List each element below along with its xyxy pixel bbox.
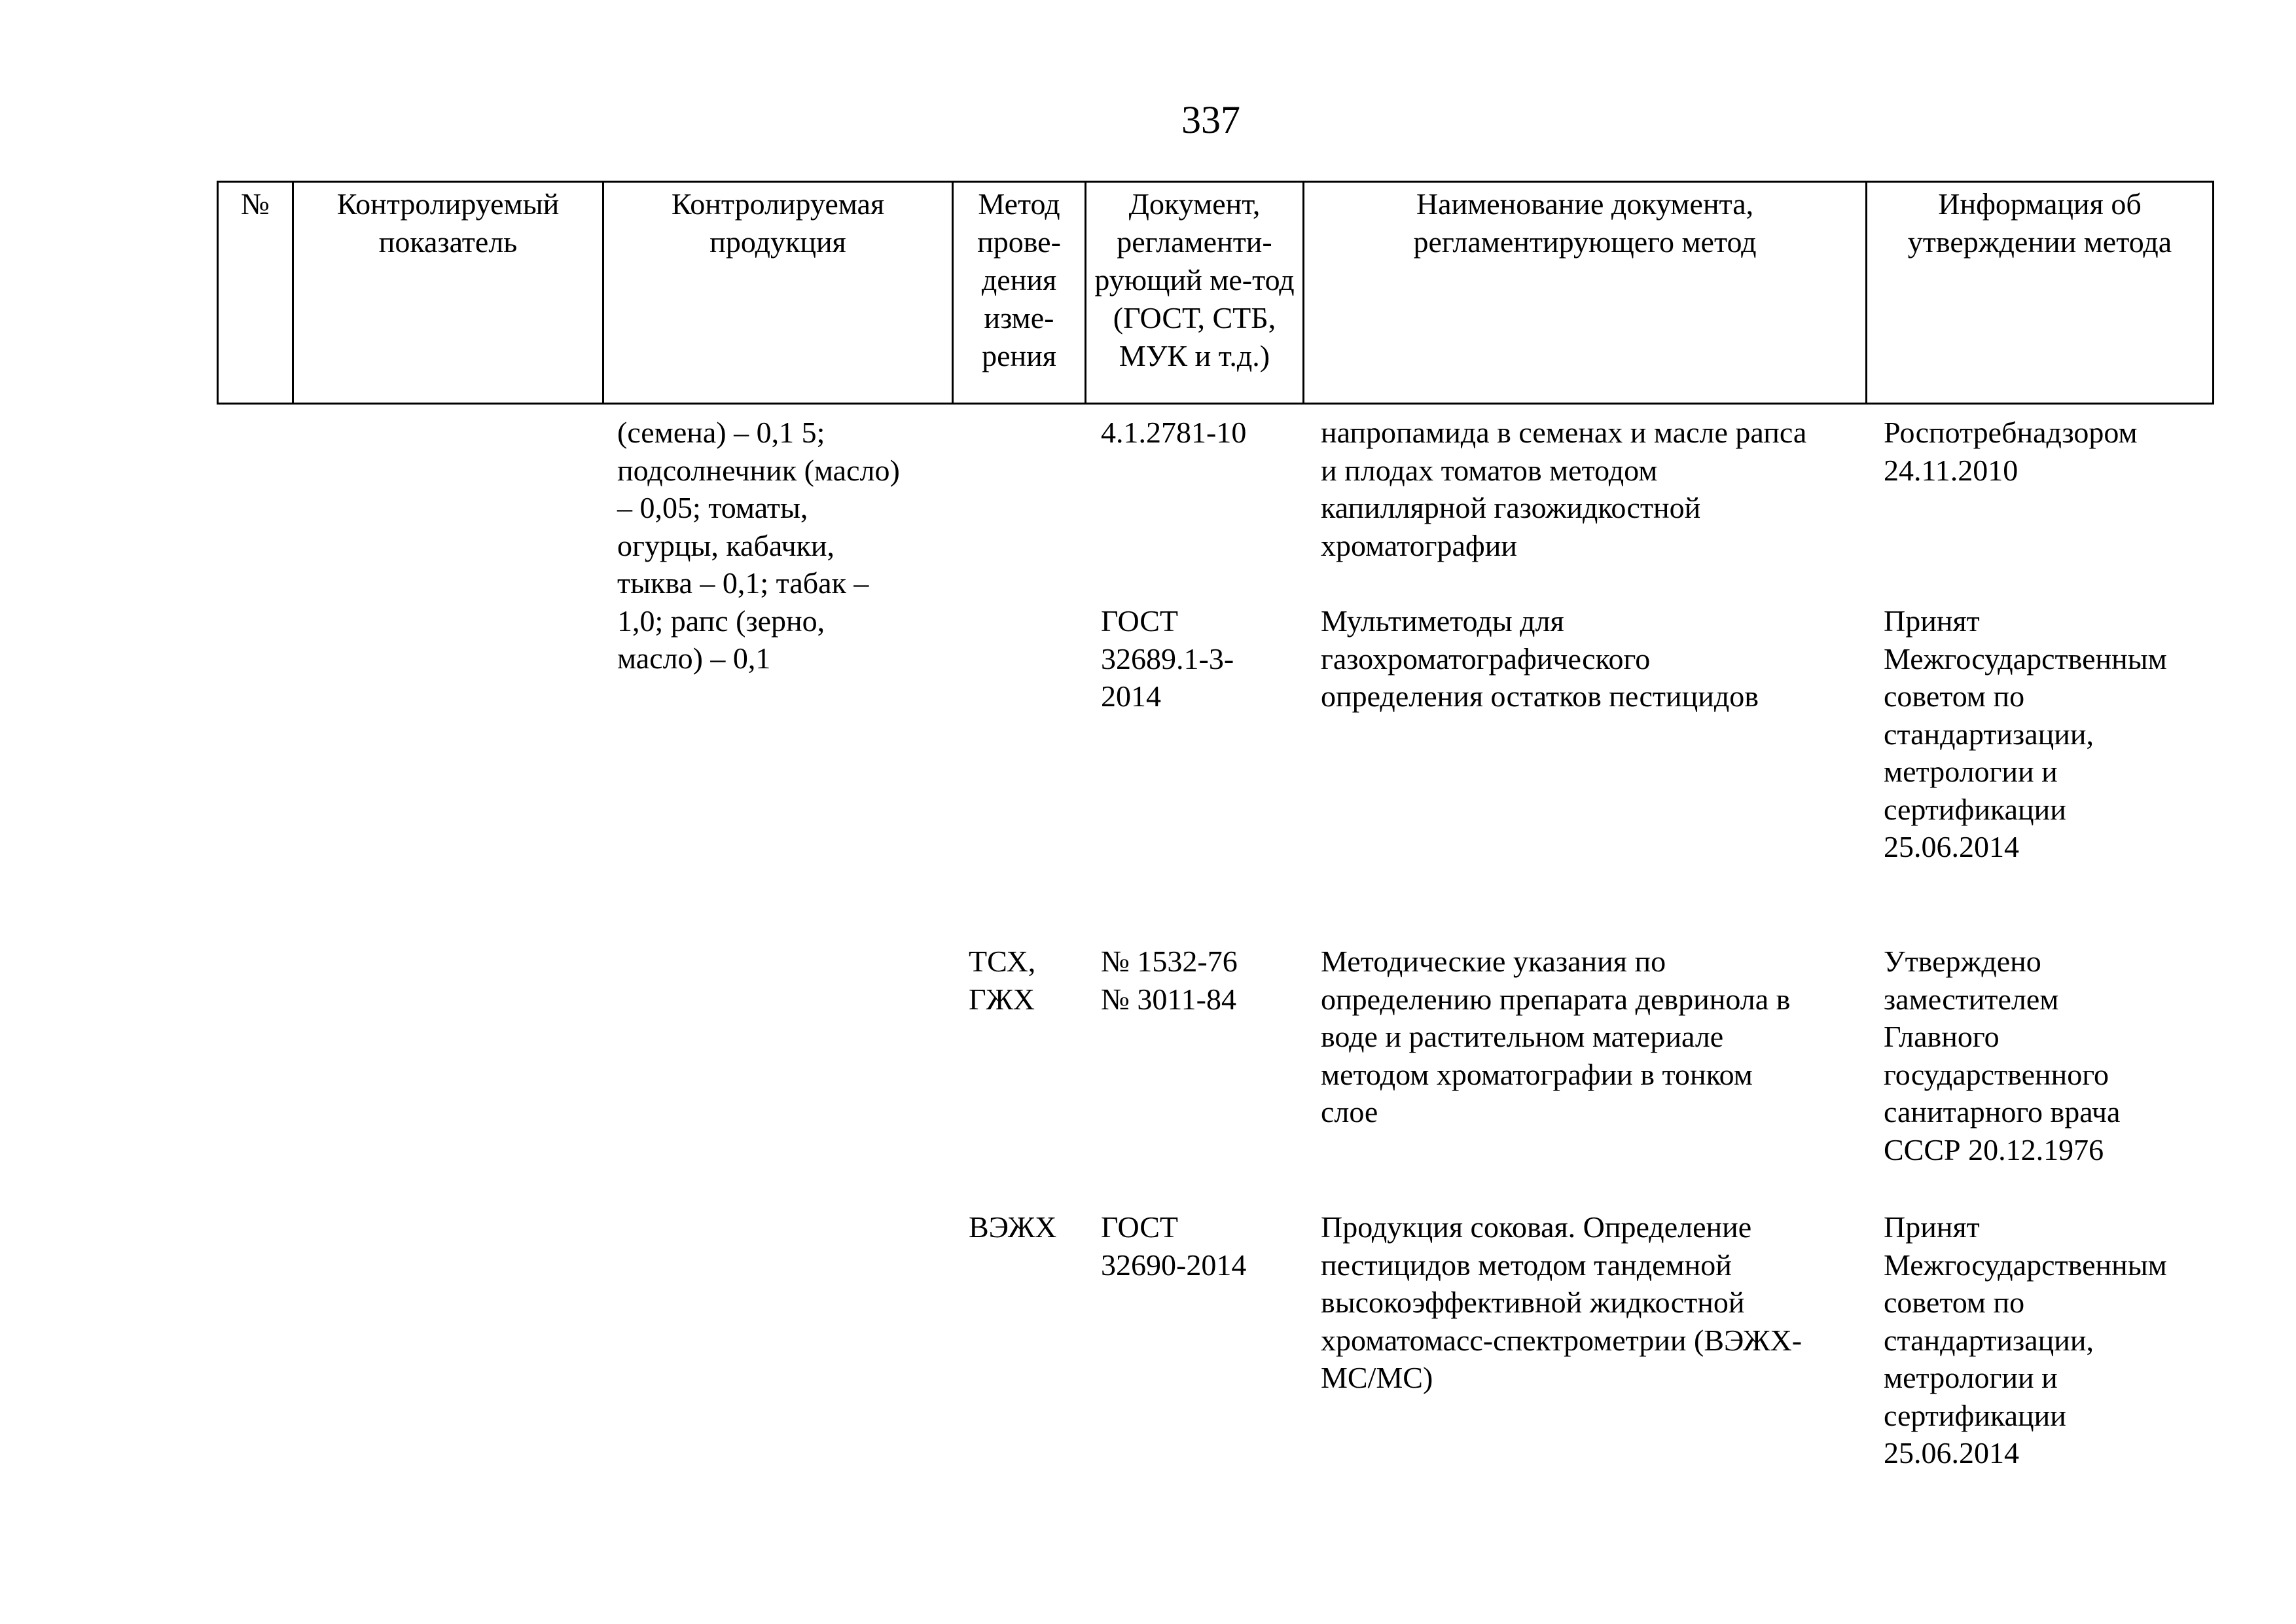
header-document: Документ, регламенти-рующий ме-тод (ГОСТ, СТБ, МУК и т.д.) (1086, 182, 1304, 404)
row2-document: ГОСТ 32689.1-3- 2014 (1101, 604, 1234, 713)
row3-document: № 1532-76 № 3011-84 (1101, 945, 1238, 1016)
row4-approval: Принят Межгосударственным советом по стандартизации, метрологии и сертификации 25.06.2014 (1884, 1210, 2167, 1470)
row3-approval: Утверждено заместителем Главного государственного санитарного врача СССР 20.12.1976 (1884, 945, 2121, 1166)
row1-document: 4.1.2781-10 (1101, 416, 1247, 449)
row1-doc-name: напропамида в семенах и масле рапса и плодах томатов методом капиллярной газожидкостной хроматографии (1321, 416, 1807, 562)
row4-doc-name: Продукция соковая. Определение пестицидов методом тандемной высокоэффективной жидкостной хроматомасс-спектрометрии (ВЭЖХ- МС/МС) (1321, 1210, 1803, 1394)
header-approval: Информация об утверждении метода (1867, 182, 2214, 404)
row2-approval: Принят Межгосударственным советом по стандартизации, метрологии и сертификации 25.06.2014 (1884, 604, 2167, 863)
product-text: (семена) – 0,1 5; подсолнечник (масло) – 0,05; томаты, огурцы, кабачки, тыква – 0,1; табак – 1,0; рапс (зерно, масло) – 0,1 (617, 416, 900, 675)
header-product: Контролируемая продукция (603, 182, 953, 404)
header-indicator: Контролируемый показатель (293, 182, 603, 404)
row1-approval: Роспотребнадзором 24.11.2010 (1884, 416, 2138, 487)
row4-document: ГОСТ 32690-2014 (1101, 1210, 1247, 1282)
header-doc-name: Наименование документа, регламентирующего метод (1304, 182, 1867, 404)
row2-doc-name: Мультиметоды для газохроматографического определения остатков пестицидов (1321, 604, 1759, 713)
header-num: № (218, 182, 293, 404)
row3-doc-name: Методические указания по определению препарата девринола в воде и растительном материале методом хроматографии в тонком слое (1321, 945, 1791, 1128)
row4-method: ВЭЖХ (969, 1210, 1057, 1244)
page-number: 337 (1181, 98, 1240, 141)
table-header (217, 181, 2214, 405)
row3-method: ТСХ, ГЖХ (969, 945, 1036, 1016)
header-method: Метод прове-дения изме-рения (953, 182, 1086, 404)
